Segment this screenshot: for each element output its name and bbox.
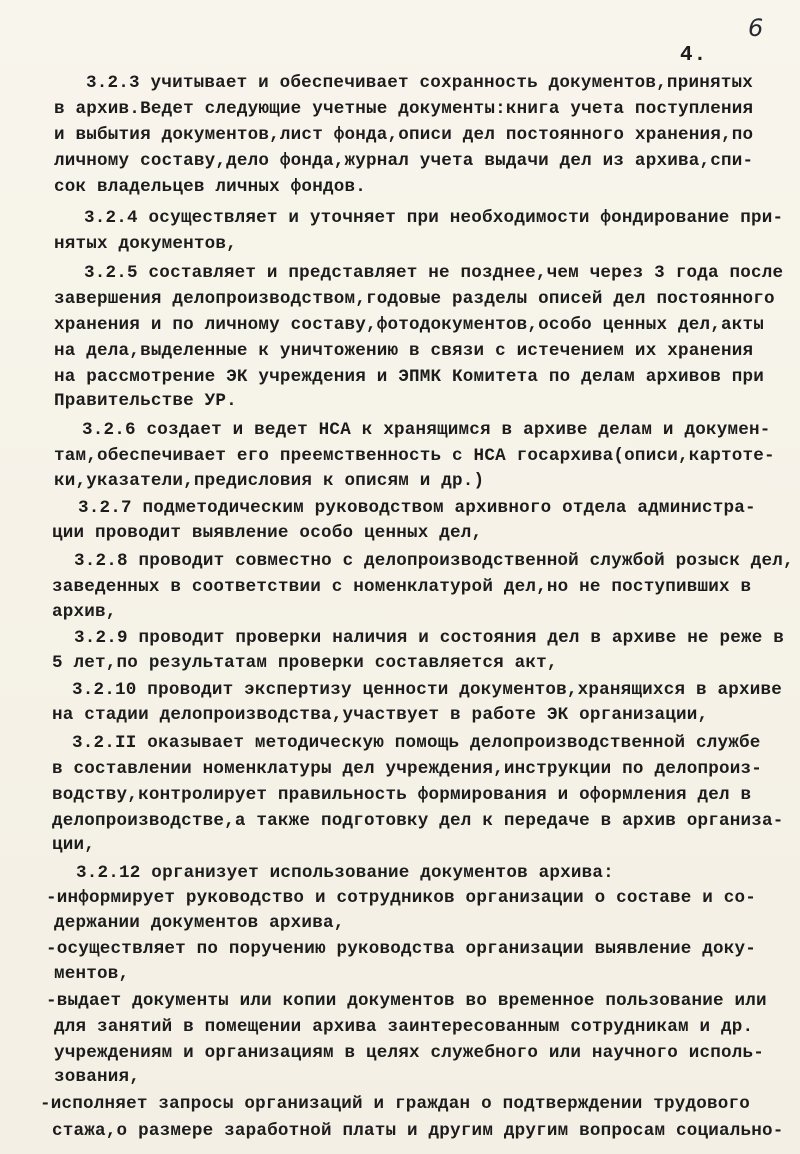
text-line: держании документов архива, (54, 913, 345, 933)
text-line: хранения и по личному составу,фотодокументов,особо ценных дел,акты (54, 315, 765, 335)
text-line: 3.2.9 проводит проверки наличия и состояния дел в архиве не реже в (74, 628, 785, 648)
text-line: 5 лет,по результатам проверки составляется акт, (52, 653, 558, 673)
text-line: в составлении номенклатуры дел учреждения,инструкции по делопроиз- (52, 759, 763, 779)
text-line: там,обеспечивает его преемственность с НСА госархива(описи,картоте- (54, 446, 775, 466)
text-line: -выдает документы или копии документов во временное пользование или (46, 991, 767, 1011)
text-line: 3.2.4 осуществляет и уточняет при необходимости фондирование при- (84, 208, 784, 228)
page-number: 4. (680, 44, 708, 67)
text-line: и выбытия документов,лист фонда,описи дел постоянного хранения,по (54, 125, 754, 145)
text-line: архив, (52, 602, 117, 622)
text-line: нятых документов, (54, 234, 237, 254)
text-line: 3.2.7 подметодическим руководством архивного отдела администра- (78, 498, 756, 518)
text-line: 3.2.3 учитывает и обеспечивает сохранность документов,принятых (86, 73, 753, 93)
text-line: личному составу,дело фонда,журнал учета выдачи дел из архива,спи- (54, 151, 754, 171)
text-line: -информирует руководство и сотрудников организации о составе и со- (46, 888, 757, 908)
text-line: на стадии делопроизводства,участвует в работе ЭК организации, (52, 705, 709, 725)
text-line: 3.2.12 организует использование документов архива: (76, 863, 614, 883)
text-line: ции проводит выявление особо ценных дел, (52, 523, 483, 543)
text-line: 3.2.6 создает и ведет НСА к хранящимся в архиве делам и докумен- (82, 420, 771, 440)
text-line: на дела,выделенные к уничтожению в связи с истечением их хранения (54, 341, 754, 361)
text-line: 3.2.8 проводит совместно с делопроизводственной службой розыск дел, (74, 551, 794, 571)
text-line: учреждениям и организациям в целях служебного или научного исполь- (54, 1043, 765, 1063)
text-line: -осуществляет по поручению руководства организации выявление доку- (46, 939, 757, 959)
text-line: сок владельцев личных фондов. (54, 177, 366, 197)
text-line: ментов, (54, 964, 130, 984)
text-line: 3.2.II оказывает методическую помощь делопроизводственной службе (72, 733, 761, 753)
text-line: Правительстве УР. (54, 391, 237, 411)
text-line: делопроизводстве,а также подготовку дел к передаче в архив организа- (52, 811, 784, 831)
text-line: на рассмотрение ЭК учреждения и ЭПМК Комитета по делам архивов при (54, 367, 765, 387)
text-line: 3.2.5 составляет и представляет не позднее,чем через 3 года после (84, 263, 784, 283)
text-line: зования, (54, 1067, 141, 1087)
archive-sheet-number: 6 (748, 14, 764, 42)
text-line: ции, (52, 835, 96, 855)
text-line: заведенных в соответствии с номенклатурой дел,но не поступивших в (52, 577, 752, 597)
text-line: в архив.Ведет следующие учетные документы:книга учета поступления (54, 99, 754, 119)
text-line: стажа,о размере заработной платы и другим другим вопросам социально- (52, 1121, 784, 1141)
text-line: завершения делопроизводством,годовые разделы описей дел постоянного (54, 289, 775, 309)
text-line: ки,указатели,предисловия к описям и др.) (54, 471, 485, 491)
text-line: -исполняет запросы организаций и граждан о подтверждении трудового (40, 1094, 751, 1114)
text-line: для занятий в помещении архива заинтересованным сотрудникам и др. (54, 1017, 754, 1037)
text-line: водству,контролирует правильность формирования и оформления дел в (52, 785, 752, 805)
text-line: 3.2.10 проводит экспертизу ценности документов,хранящихся в архиве (72, 680, 783, 700)
